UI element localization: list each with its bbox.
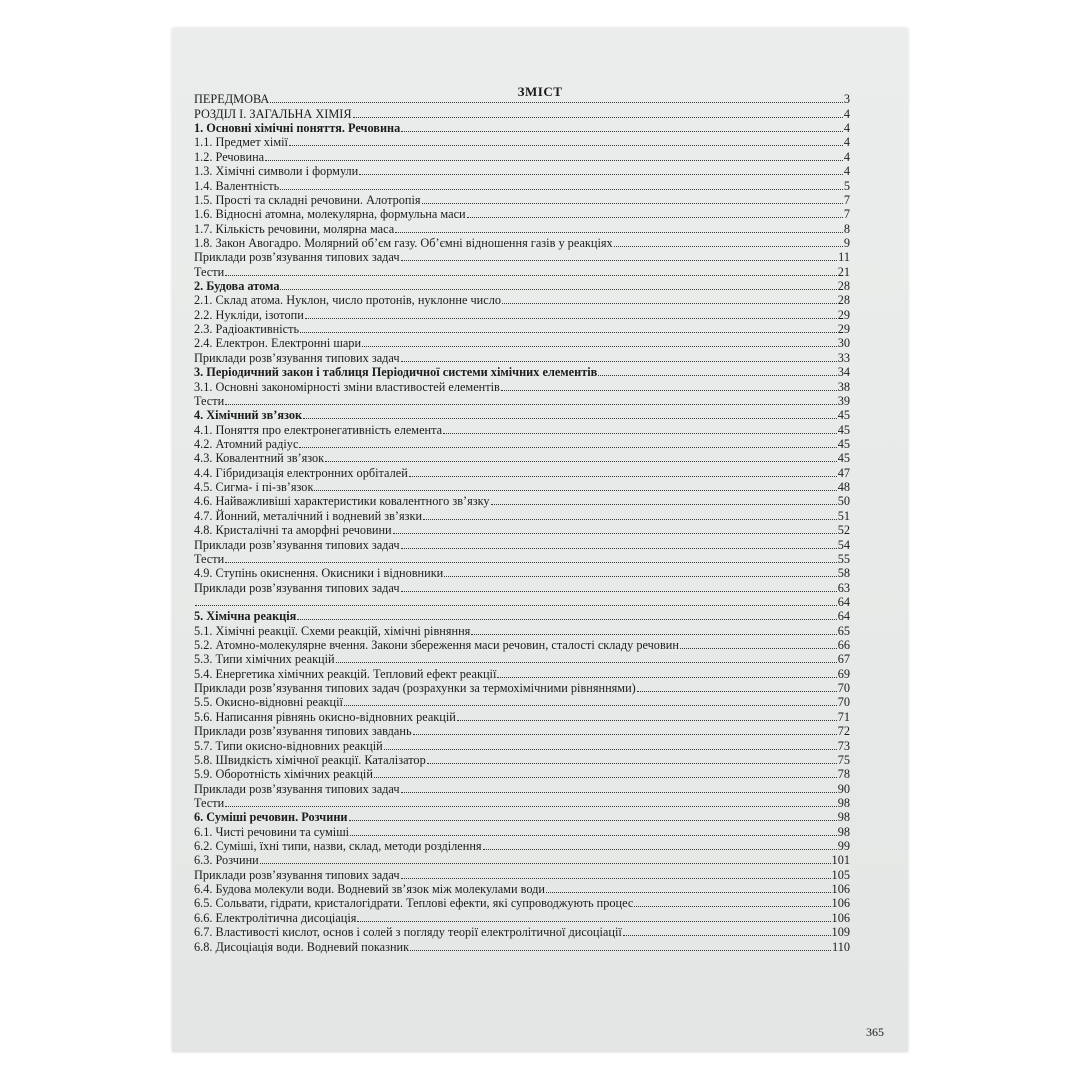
toc-entry-label: 4.8. Кристалічні та аморфні речовини — [194, 523, 392, 538]
toc-entry — [194, 939, 850, 953]
toc-entry-label: 5.7. Типи окисно-відновних реакцій — [194, 738, 383, 753]
document-page — [172, 28, 908, 1052]
toc-leader-dots — [471, 634, 836, 635]
toc-entry-page: 7 — [843, 207, 850, 222]
toc-entry-label: 4.6. Найважливіші характеристики ковалентного зв’язку — [194, 494, 490, 509]
toc-entry-page: 105 — [831, 867, 850, 882]
toc-entry — [194, 508, 850, 522]
toc-entry-label: 4.3. Ковалентний зв’язок — [194, 451, 325, 466]
toc-entry-label: 6.4. Будова молекули води. Водневий зв’язок між молекулами води — [194, 882, 545, 897]
toc-entry-label: 1.2. Речовина — [194, 149, 265, 164]
toc-entry-label: 4.5. Сигма- і пі-зв’язок — [194, 480, 314, 495]
toc-entry — [194, 465, 850, 479]
toc-leader-dots — [401, 878, 831, 879]
toc-entry — [194, 365, 850, 379]
toc-entry-page: 70 — [837, 695, 850, 710]
toc-leader-dots — [401, 131, 843, 132]
toc-entry-page: 21 — [837, 264, 850, 279]
toc-entry-label: 4.2. Атомний радіус — [194, 436, 299, 451]
toc-entry — [194, 164, 850, 178]
toc-entry-page: 63 — [837, 580, 850, 595]
toc-leader-dots — [501, 390, 837, 391]
toc-leader-dots — [680, 648, 837, 649]
toc-entry — [194, 623, 850, 637]
table-of-contents — [194, 92, 850, 954]
toc-leader-dots — [634, 906, 830, 907]
toc-entry-page: 71 — [837, 709, 850, 724]
toc-leader-dots — [444, 576, 836, 577]
toc-entry-page: 4 — [843, 164, 850, 179]
toc-leader-dots — [410, 950, 831, 951]
toc-leader-dots — [299, 447, 836, 448]
toc-entry — [194, 925, 850, 939]
toc-leader-dots — [409, 476, 837, 477]
toc-entry — [194, 595, 850, 609]
toc-entry — [194, 322, 850, 336]
toc-leader-dots — [497, 677, 836, 678]
toc-leader-dots — [374, 777, 837, 778]
toc-entry-page: 28 — [837, 293, 850, 308]
toc-entry-page: 33 — [837, 350, 850, 365]
toc-entry-label: Приклади розв’язування типових задач — [194, 867, 400, 882]
toc-entry-page: 64 — [837, 594, 850, 609]
toc-leader-dots — [303, 418, 837, 419]
toc-leader-dots — [300, 332, 837, 333]
toc-entry-label: 6.8. Дисоціація води. Водневий показник — [194, 939, 410, 954]
toc-leader-dots — [401, 591, 837, 592]
toc-entry-label: 1.7. Кількість речовини, молярна маса — [194, 221, 395, 236]
toc-entry-label: 5.2. Атомно-молекулярне вчення. Закони збереження маси речовин, сталості складу речовин — [194, 638, 679, 653]
toc-entry-page: 47 — [837, 465, 850, 480]
toc-entry-page: 29 — [837, 322, 850, 337]
toc-entry — [194, 149, 850, 163]
toc-entry-label: Приклади розв’язування типових задач — [194, 580, 400, 595]
toc-entry — [194, 494, 850, 508]
toc-leader-dots — [344, 705, 837, 706]
toc-leader-dots — [423, 519, 837, 520]
toc-entry-label: 4.7. Йонний, металічний і водневий зв’язки — [194, 508, 423, 523]
toc-entry — [194, 552, 850, 566]
toc-leader-dots — [384, 749, 837, 750]
toc-leader-dots — [225, 404, 836, 405]
toc-entry-page: 45 — [837, 451, 850, 466]
toc-entry — [194, 350, 850, 364]
toc-leader-dots — [357, 921, 830, 922]
toc-entry-page: 29 — [837, 307, 850, 322]
toc-entry — [194, 666, 850, 680]
toc-entry-label: 1.6. Відносні атомна, молекулярна, формульна маси — [194, 207, 466, 222]
toc-entry-page: 28 — [837, 279, 850, 294]
toc-entry-label: Тести — [194, 264, 225, 279]
toc-entry-label: Тести — [194, 393, 225, 408]
toc-leader-dots — [637, 691, 837, 692]
toc-entry-page: 7 — [843, 192, 850, 207]
toc-entry-page: 106 — [831, 882, 850, 897]
toc-leader-dots — [280, 289, 836, 290]
toc-entry-page: 4 — [843, 135, 850, 150]
toc-leader-dots — [467, 217, 843, 218]
toc-entry-label: 4.9. Ступінь окиснення. Окисники і відновники — [194, 566, 444, 581]
toc-entry-label: 5.4. Енергетика хімічних реакцій. Тепловий ефект реакції — [194, 666, 497, 681]
toc-entry-label: 5.5. Окисно-відновні реакції — [194, 695, 343, 710]
toc-leader-dots — [260, 863, 831, 864]
toc-entry-label: 1.8. Закон Авогадро. Молярний об’єм газу. Об’ємні відношення газів у реакціях — [194, 235, 613, 250]
toc-leader-dots — [413, 734, 837, 735]
toc-leader-dots — [297, 619, 836, 620]
toc-entry — [194, 753, 850, 767]
toc-entry-label: 5. Хімічна реакція — [194, 609, 297, 624]
toc-entry — [194, 910, 850, 924]
toc-entry-label: 2.2. Нукліди, ізотопи — [194, 307, 304, 322]
toc-entry — [194, 537, 850, 551]
toc-entry — [194, 236, 850, 250]
toc-entry-label: Приклади розв’язування типових задач — [194, 350, 400, 365]
toc-leader-dots — [401, 260, 838, 261]
toc-entry — [194, 178, 850, 192]
toc-leader-dots — [359, 174, 843, 175]
toc-leader-dots — [443, 433, 837, 434]
toc-leader-dots — [401, 792, 837, 793]
toc-entry-label: 3.1. Основні закономірності зміни властивостей елементів — [194, 379, 500, 394]
toc-leader-dots — [546, 892, 831, 893]
toc-entry-page: 4 — [843, 121, 850, 136]
toc-leader-dots — [623, 935, 831, 936]
toc-entry-page: 3 — [843, 92, 850, 107]
toc-leader-dots — [305, 318, 837, 319]
toc-entry-page: 99 — [837, 839, 850, 854]
toc-entry — [194, 207, 850, 221]
toc-entry — [194, 221, 850, 235]
toc-entry-page: 98 — [837, 795, 850, 810]
toc-leader-dots — [349, 820, 837, 821]
toc-entry-page: 75 — [837, 752, 850, 767]
toc-entry — [194, 609, 850, 623]
toc-leader-dots — [195, 605, 837, 606]
toc-entry-page: 98 — [837, 810, 850, 825]
toc-entry — [194, 824, 850, 838]
toc-entry-page: 109 — [831, 925, 850, 940]
toc-entry — [194, 839, 850, 853]
toc-entry-label: 4. Хімічний зв’язок — [194, 408, 303, 423]
toc-leader-dots — [265, 160, 843, 161]
toc-entry — [194, 738, 850, 752]
toc-leader-dots — [502, 303, 837, 304]
toc-entry-label: Приклади розв’язування типових завдань — [194, 724, 412, 739]
toc-entry-label: 2.4. Електрон. Електронні шари — [194, 336, 362, 351]
toc-leader-dots — [427, 763, 837, 764]
toc-entry — [194, 853, 850, 867]
toc-entry — [194, 193, 850, 207]
toc-entry-label: 6.7. Властивості кислот, основ і солей з погляду теорії електролітичної дисоціації — [194, 925, 622, 940]
toc-entry-label: 2. Будова атома — [194, 279, 280, 294]
toc-entry — [194, 652, 850, 666]
toc-entry-page: 4 — [843, 106, 850, 121]
toc-entry-label: Тести — [194, 795, 225, 810]
toc-entry-label: 5.6. Написання рівнянь окисно-відновних реакцій — [194, 709, 456, 724]
toc-entry-label: 6.1. Чисті речовини та суміші — [194, 824, 350, 839]
toc-leader-dots — [353, 117, 843, 118]
toc-leader-dots — [270, 102, 843, 103]
toc-entry-page: 67 — [837, 652, 850, 667]
toc-entry-label: 5.9. Оборотність хімічних реакцій — [194, 767, 373, 782]
toc-entry-page: 30 — [837, 336, 850, 351]
toc-entry-page: 72 — [837, 724, 850, 739]
toc-entry-label: 1.5. Прості та складні речовини. Алотропія — [194, 192, 421, 207]
toc-entry — [194, 724, 850, 738]
toc-entry-label: Тести — [194, 551, 225, 566]
toc-leader-dots — [395, 232, 843, 233]
toc-entry — [194, 422, 850, 436]
toc-entry-page: 50 — [837, 494, 850, 509]
toc-entry-page: 48 — [837, 480, 850, 495]
toc-leader-dots — [289, 145, 843, 146]
toc-leader-dots — [422, 203, 843, 204]
toc-entry-page: 78 — [837, 767, 850, 782]
toc-entry-page: 55 — [837, 551, 850, 566]
toc-entry-page: 5 — [843, 178, 850, 193]
toc-entry — [194, 394, 850, 408]
toc-entry-page: 34 — [837, 365, 850, 380]
toc-entry — [194, 264, 850, 278]
page-title: ЗМІСТ — [517, 84, 563, 99]
toc-entry-label: Приклади розв’язування типових задач (розрахунки за термохімічними рівняннями) — [194, 681, 636, 696]
toc-entry — [194, 566, 850, 580]
toc-entry — [194, 767, 850, 781]
toc-entry-label: 4.1. Поняття про електронегативність елемента — [194, 422, 443, 437]
toc-entry-label: 4.4. Гібридизація електронних орбіталей — [194, 465, 408, 480]
toc-entry-page: 8 — [843, 221, 850, 236]
toc-entry-label: 5.1. Хімічні реакції. Схеми реакцій, хімічні рівняння — [194, 623, 471, 638]
toc-entry-label: РОЗДІЛ І. ЗАГАЛЬНА ХІМІЯ — [194, 106, 352, 121]
toc-leader-dots — [483, 849, 837, 850]
toc-entry-label: 1.1. Предмет хімії — [194, 135, 288, 150]
toc-entry-page: 45 — [837, 408, 850, 423]
toc-entry — [194, 106, 850, 120]
toc-entry — [194, 250, 850, 264]
toc-entry — [194, 451, 850, 465]
toc-entry-page: 58 — [837, 566, 850, 581]
toc-entry-label: 2.3. Радіоактивність — [194, 322, 300, 337]
toc-entry-page: 64 — [837, 609, 850, 624]
toc-entry — [194, 135, 850, 149]
toc-entry-page: 51 — [837, 508, 850, 523]
toc-entry — [194, 580, 850, 594]
toc-entry-label: 5.3. Типи хімічних реакцій — [194, 652, 335, 667]
toc-entry-page: 106 — [831, 910, 850, 925]
toc-entry — [194, 695, 850, 709]
toc-entry — [194, 121, 850, 135]
toc-entry-page: 66 — [837, 638, 850, 653]
toc-entry — [194, 437, 850, 451]
toc-entry-label: 5.8. Швидкість хімічної реакції. Каталізатор — [194, 752, 426, 767]
toc-entry — [194, 293, 850, 307]
toc-entry-label: 6.6. Електролітична дисоціація — [194, 910, 357, 925]
toc-entry — [194, 681, 850, 695]
toc-entry-page: 65 — [837, 623, 850, 638]
toc-entry-label: 2.1. Склад атома. Нуклон, число протонів, нуклонне число — [194, 293, 502, 308]
toc-entry-page: 11 — [838, 250, 850, 265]
toc-entry — [194, 896, 850, 910]
toc-entry-label: 1. Основні хімічні поняття. Речовина — [194, 121, 401, 136]
toc-leader-dots — [325, 461, 837, 462]
toc-entry-label: 1.4. Валентність — [194, 178, 280, 193]
toc-entry-page: 52 — [837, 523, 850, 538]
toc-entry-label: 6.5. Сольвати, гідрати, кристалогідрати. Теплові ефекти, які супроводжують процес — [194, 896, 634, 911]
toc-entry — [194, 92, 850, 106]
toc-entry-page: 90 — [837, 781, 850, 796]
toc-leader-dots — [614, 246, 843, 247]
toc-entry-page: 45 — [837, 422, 850, 437]
toc-leader-dots — [362, 346, 837, 347]
toc-leader-dots — [225, 562, 836, 563]
toc-entry-page: 9 — [843, 235, 850, 250]
toc-entry-label: Приклади розв’язування типових задач — [194, 537, 400, 552]
toc-entry — [194, 523, 850, 537]
toc-entry-page: 45 — [837, 436, 850, 451]
toc-leader-dots — [393, 533, 837, 534]
toc-leader-dots — [225, 275, 836, 276]
toc-leader-dots — [401, 548, 837, 549]
toc-leader-dots — [336, 662, 837, 663]
toc-entry-page: 70 — [837, 681, 850, 696]
toc-entry — [194, 709, 850, 723]
toc-entry — [194, 867, 850, 881]
toc-entry-label: 6.2. Суміші, їхні типи, назви, склад, методи розділення — [194, 839, 482, 854]
toc-entry-label: 3. Періодичний закон і таблиця Періодичної системи хімічних елементів — [194, 365, 598, 380]
toc-entry — [194, 480, 850, 494]
toc-entry — [194, 781, 850, 795]
toc-entry-page: 73 — [837, 738, 850, 753]
toc-entry-page: 38 — [837, 379, 850, 394]
toc-entry-label: 6. Суміші речовин. Розчини — [194, 810, 348, 825]
toc-entry-page: 54 — [837, 537, 850, 552]
toc-leader-dots — [491, 504, 837, 505]
toc-entry-label: Приклади розв’язування типових задач — [194, 250, 400, 265]
toc-leader-dots — [314, 490, 836, 491]
toc-entry-page: 106 — [831, 896, 850, 911]
toc-entry — [194, 408, 850, 422]
toc-entry — [194, 638, 850, 652]
toc-entry-label: ПЕРЕДМОВА — [194, 92, 270, 107]
toc-entry-page: 101 — [831, 853, 850, 868]
toc-leader-dots — [350, 835, 837, 836]
toc-entry-page: 69 — [837, 666, 850, 681]
page-number: 365 — [866, 1025, 884, 1039]
toc-entry — [194, 882, 850, 896]
toc-leader-dots — [457, 720, 837, 721]
toc-entry-page: 98 — [837, 824, 850, 839]
toc-entry — [194, 307, 850, 321]
toc-leader-dots — [280, 189, 843, 190]
toc-entry-page: 4 — [843, 149, 850, 164]
toc-entry — [194, 810, 850, 824]
toc-leader-dots — [598, 375, 836, 376]
toc-entry-page: 39 — [837, 393, 850, 408]
toc-leader-dots — [225, 806, 836, 807]
toc-entry-label: 6.3. Розчини — [194, 853, 259, 868]
toc-entry-label: 1.3. Хімічні символи і формули — [194, 164, 359, 179]
toc-entry — [194, 279, 850, 293]
toc-leader-dots — [401, 361, 837, 362]
toc-entry — [194, 796, 850, 810]
toc-entry — [194, 379, 850, 393]
toc-entry — [194, 336, 850, 350]
toc-entry-page: 110 — [832, 939, 850, 954]
toc-entry-label: Приклади розв’язування типових задач — [194, 781, 400, 796]
